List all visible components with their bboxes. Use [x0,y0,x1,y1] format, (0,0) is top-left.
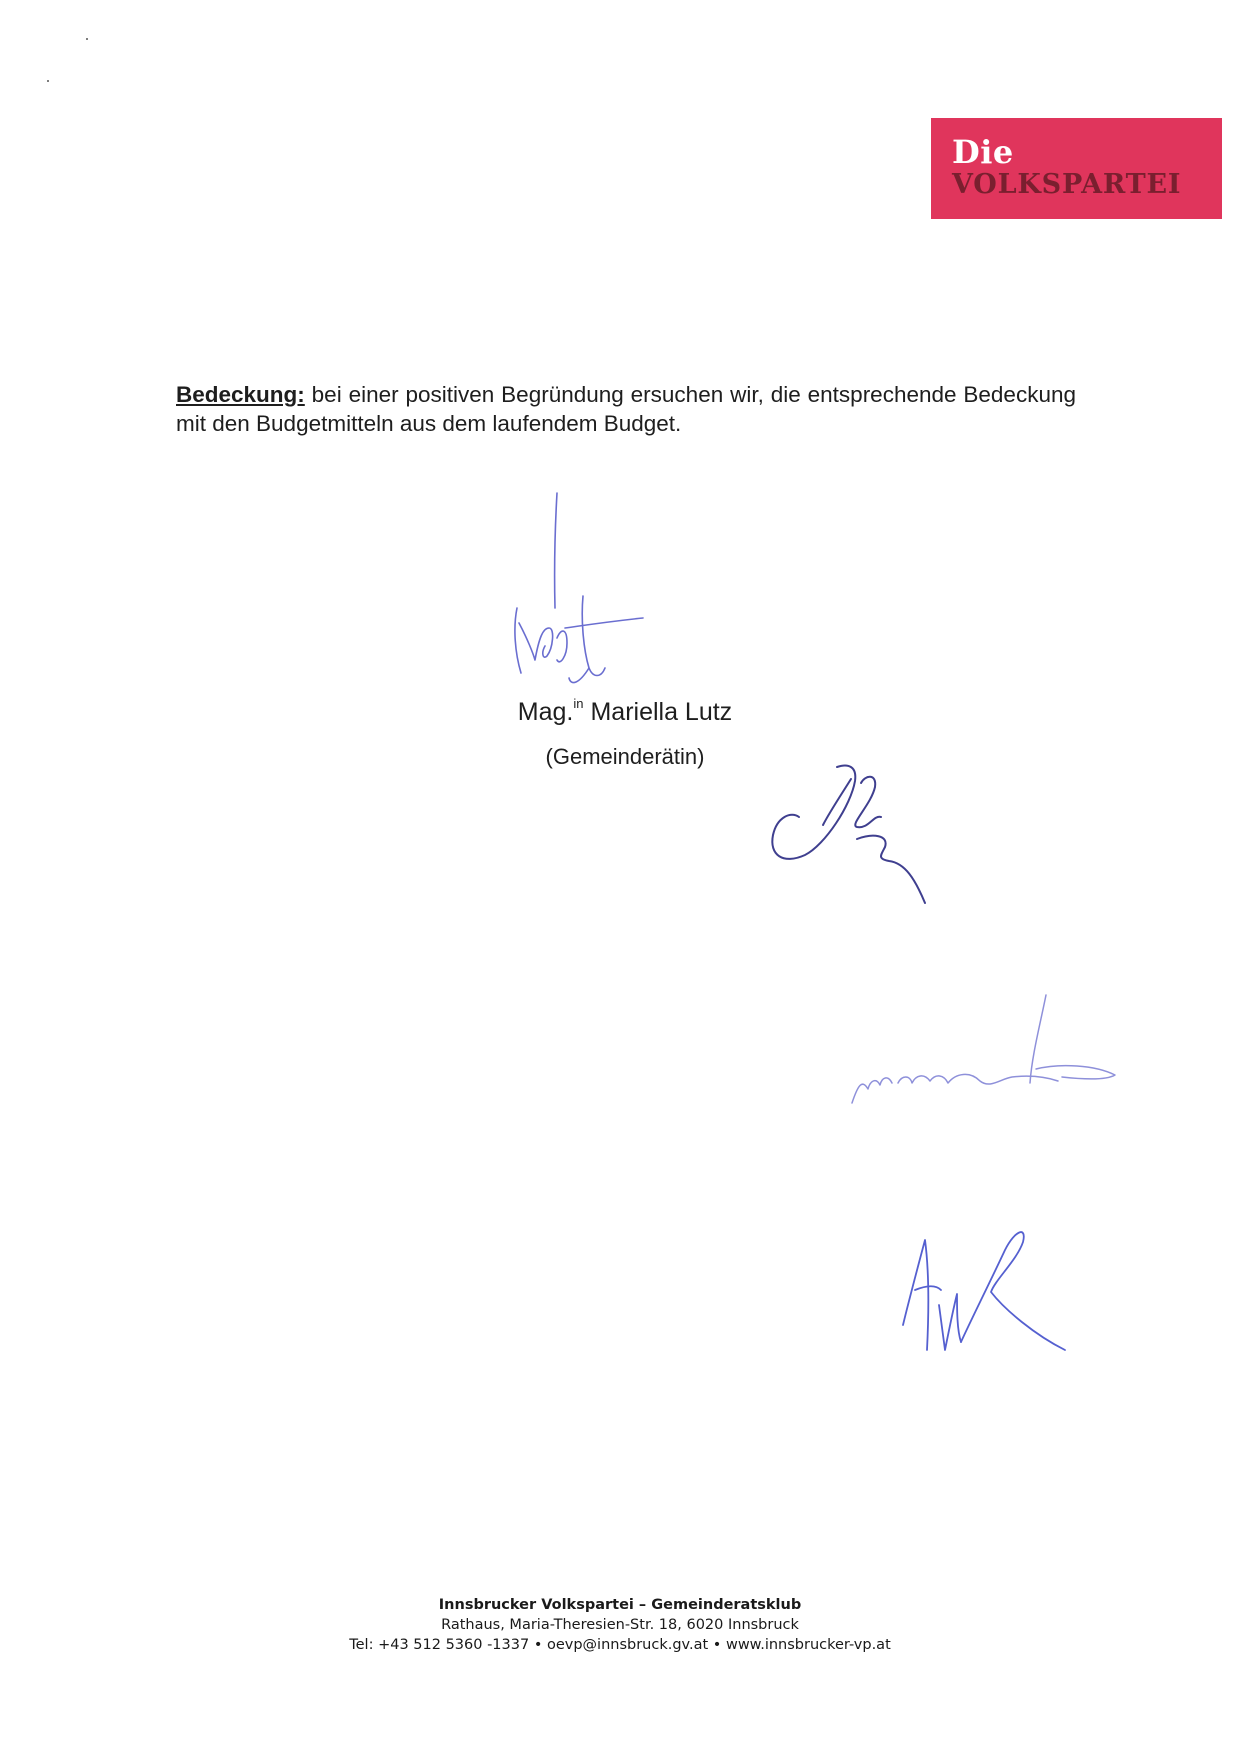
signer-role: (Gemeinderätin) [545,744,705,769]
signer-full-name: Mariella Lutz [583,698,733,726]
footer-contact: Tel: +43 512 5360 -1337 • oevp@innsbruck.gv.at • www.innsbrucker-vp.at [349,1637,891,1653]
logo-line-volkspartei: VOLKSPARTEI [952,169,1182,200]
footer-address: Rathaus, Maria-Theresien-Str. 18, 6020 Innsbruck [441,1617,799,1633]
volkspartei-logo [931,118,1222,219]
footer [220,1595,1020,1655]
signer-name [430,697,820,727]
signature-3 [840,985,1180,1125]
coverage-label: Bedeckung: [176,382,305,407]
logo-line-die: Die [952,133,1014,171]
footer-title: Innsbrucker Volkspartei – Gemeinderatsklub [438,1597,802,1613]
signature-2 [765,755,975,915]
scan-speck [86,38,88,40]
coverage-text: bei einer positiven Begründung ersuchen wir, die entsprechende Bedeckung mit den Budgetmitteln aus dem laufendem Budget. [176,382,1076,436]
signer-title-suffix: in [573,696,584,711]
signature-lutz [505,488,655,688]
signature-4 [895,1210,1085,1360]
scan-speck [47,80,49,82]
coverage-paragraph [176,380,1076,438]
signer-title: Mag. [517,698,574,726]
